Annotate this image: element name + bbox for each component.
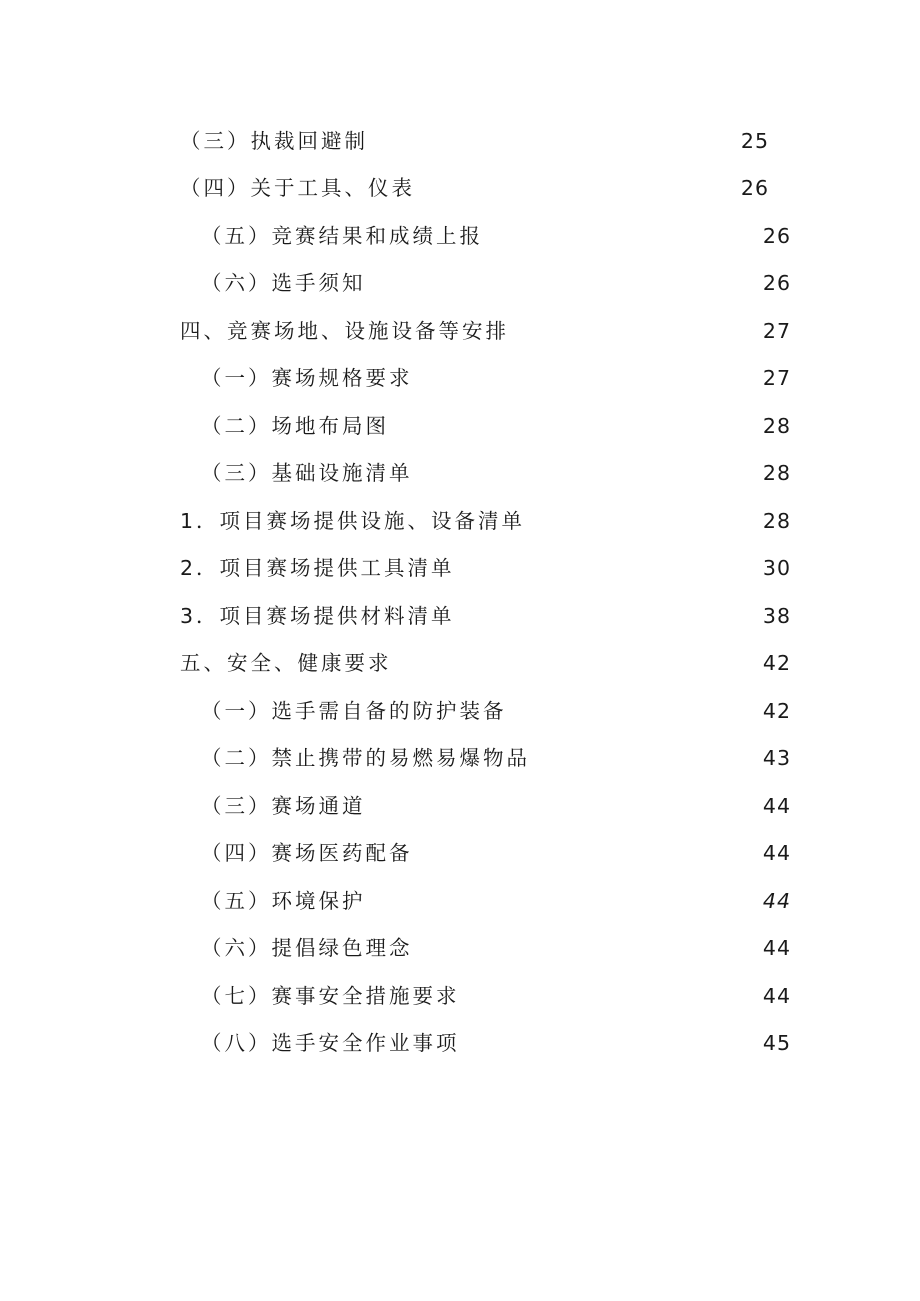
toc-entry[interactable]	[0, 402, 791, 450]
toc-entry[interactable]	[0, 307, 791, 355]
toc-entry-title: 2．项目赛场提供工具清单	[180, 556, 455, 580]
toc-page-number: 44	[762, 793, 791, 818]
toc-entry[interactable]	[0, 165, 769, 213]
toc-page-number: 28	[762, 508, 791, 533]
toc-entry[interactable]	[0, 972, 791, 1020]
toc-page-number: 43	[762, 746, 791, 770]
toc-dot-leader	[517, 321, 757, 341]
toc-page-number: 26	[762, 271, 791, 295]
toc-dot-leader	[468, 986, 757, 1006]
toc-entry-title: （四）关于工具、仪表	[180, 176, 415, 200]
toc-dot-leader	[463, 606, 757, 626]
toc-entry[interactable]	[0, 830, 791, 878]
toc-page-number: 26	[740, 176, 769, 200]
toc-dot-leader	[374, 273, 757, 293]
toc-entry-title: （三）赛场通道	[201, 793, 366, 818]
toc-page-number: 42	[762, 651, 791, 675]
toc-dot-leader	[491, 226, 757, 246]
toc-page-number: 45	[762, 1031, 791, 1055]
toc-entry-title: （三）基础设施清单	[201, 461, 413, 485]
toc-dot-leader	[468, 1033, 757, 1053]
toc-entry[interactable]	[0, 687, 791, 735]
toc-entry-title: 四、竞赛场地、设施设备等安排	[180, 318, 509, 343]
toc-entry-title: （六）选手须知	[201, 271, 366, 295]
toc-page-number: 38	[762, 603, 791, 628]
toc-dot-leader	[421, 843, 757, 863]
toc-entry[interactable]	[0, 497, 791, 545]
toc-entry-title: （五）竞赛结果和成绩上报	[201, 223, 483, 248]
toc-dot-leader	[376, 131, 735, 151]
table-of-contents	[0, 117, 920, 1067]
toc-entry-title: （三）执裁回避制	[180, 128, 368, 153]
toc-entry-title: 1．项目赛场提供设施、设备清单	[180, 508, 526, 533]
toc-entry[interactable]	[0, 925, 791, 973]
toc-dot-leader	[533, 511, 757, 531]
toc-entry[interactable]	[0, 782, 791, 830]
toc-entry[interactable]	[0, 355, 791, 403]
toc-page-number: 44	[762, 888, 791, 913]
toc-page-number: 44	[762, 983, 791, 1008]
toc-page-number: 44	[762, 936, 791, 960]
toc-page-number: 28	[762, 461, 791, 485]
toc-page-number: 27	[762, 366, 791, 390]
toc-entry[interactable]	[0, 450, 791, 498]
toc-page-number: 30	[762, 556, 791, 580]
toc-entry[interactable]	[0, 592, 791, 640]
toc-entry-title: （二）场地布局图	[201, 413, 389, 438]
toc-dot-leader	[463, 558, 757, 578]
toc-dot-leader	[374, 891, 757, 911]
toc-dot-leader	[421, 368, 757, 388]
toc-entry[interactable]	[0, 735, 791, 783]
toc-entry-title: （一）选手需自备的防护装备	[201, 698, 507, 723]
toc-dot-leader	[421, 938, 757, 958]
toc-dot-leader	[515, 701, 757, 721]
toc-dot-leader	[397, 416, 757, 436]
toc-entry[interactable]	[0, 545, 791, 593]
toc-entry[interactable]	[0, 260, 791, 308]
toc-dot-leader	[421, 463, 757, 483]
toc-page-number: 26	[762, 223, 791, 248]
toc-dot-leader	[423, 178, 735, 198]
toc-entry-title: （二）禁止携带的易燃易爆物品	[201, 746, 530, 770]
toc-entry-title: （七）赛事安全措施要求	[201, 983, 460, 1008]
toc-page-number: 27	[762, 318, 791, 343]
toc-entry[interactable]	[0, 877, 791, 925]
toc-entry-title: （一）赛场规格要求	[201, 366, 413, 390]
toc-entry[interactable]	[0, 117, 769, 165]
toc-dot-leader	[538, 748, 757, 768]
toc-dot-leader	[374, 796, 757, 816]
toc-entry-title: （五）环境保护	[201, 888, 366, 913]
toc-entry-title: （四）赛场医药配备	[201, 841, 413, 865]
toc-page-number: 28	[762, 413, 791, 438]
toc-entry[interactable]	[0, 640, 791, 688]
toc-entry-title: 五、安全、健康要求	[180, 651, 392, 675]
toc-entry-title: （八）选手安全作业事项	[201, 1031, 460, 1055]
toc-page-number: 44	[762, 841, 791, 865]
toc-entry[interactable]	[0, 212, 791, 260]
toc-entry[interactable]	[0, 1020, 791, 1068]
toc-page-number: 42	[762, 698, 791, 723]
toc-entry-title: 3．项目赛场提供材料清单	[180, 603, 455, 628]
toc-page-number: 25	[740, 128, 769, 153]
toc-entry-title: （六）提倡绿色理念	[201, 936, 413, 960]
toc-dot-leader	[400, 653, 757, 673]
